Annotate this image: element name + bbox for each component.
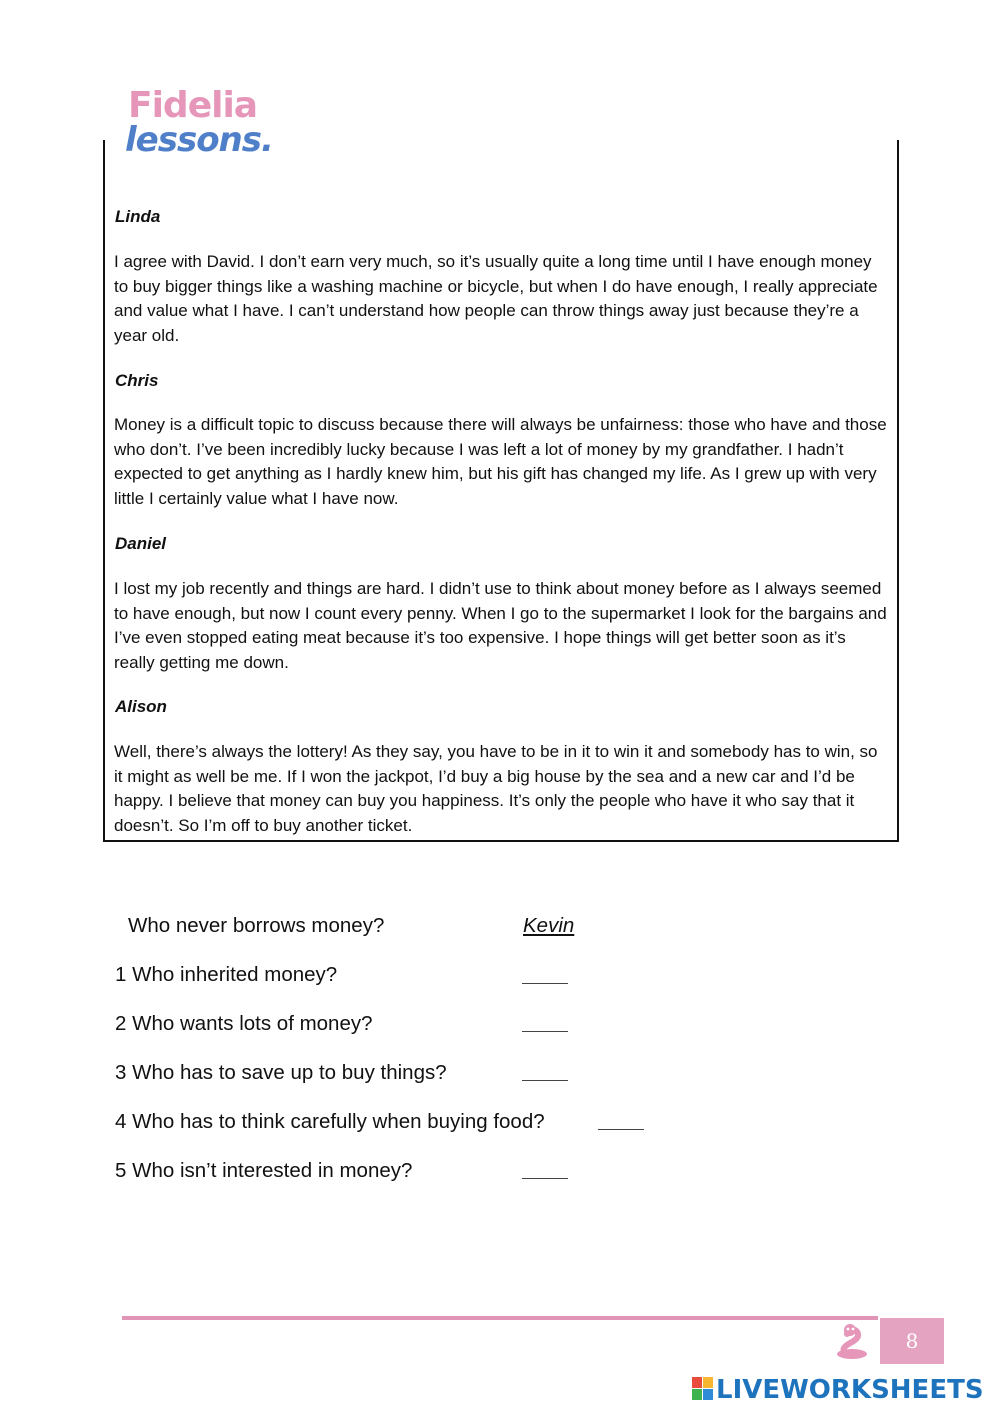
footer-divider [122, 1316, 878, 1320]
answer-blank-1[interactable] [522, 983, 568, 984]
snake-mascot-icon [834, 1320, 870, 1360]
speaker-name: Daniel [115, 534, 167, 553]
speaker-name: Alison [115, 697, 167, 716]
example-answer: Kevin [523, 914, 575, 937]
speaker-name: Linda [115, 207, 161, 226]
question-5: 5 Who isn’t interested in money? [115, 1159, 413, 1182]
logo-line-2: lessons. [125, 120, 273, 160]
speaker-text: I lost my job recently and things are hard. I didn’t use to think about money before as I always seemed to have enough, but now I count every penny. When I go to the supermarket I look for the bargains and I’ve even stopped eating meat because it’s too expensive. I hope things will get better soon as it’s really getting me down. [114, 579, 887, 672]
question-1: 1 Who inherited money? [115, 963, 338, 986]
answer-blank-2[interactable] [522, 1031, 568, 1032]
speaker-text: I agree with David. I don’t earn very much, so it’s usually quite a long time until I have enough money to buy bigger things like a washing machine or bicycle, but when I do have enough, I really appreciate and value what I have. I can’t understand how people can throw things away just because they’re a year old. [114, 252, 878, 345]
speaker-text: Well, there’s always the lottery! As they say, you have to be in it to win it and somebody has to win, so it might as well be me. If I won the jackpot, I’d buy a big house by the sea and a new car and I’d be happy. I believe that money can buy you happiness. It’s only the people who have it who say that it doesn’t. So I’m off to buy another ticket. [114, 742, 878, 835]
answer-blank-5[interactable] [522, 1178, 568, 1179]
question-4: 4 Who has to think carefully when buying food? [115, 1110, 545, 1133]
page-number: 8 [880, 1318, 944, 1364]
speaker-text: Money is a difficult topic to discuss because there will always be unfairness: those who have and those who don’t. I’ve been incredibly lucky because I was left a lot of money by my grandfather. I hadn’t expected to get anything as I hardly knew him, but his gift has changed my life. As I grew up with very little I certainly value what I have now. [114, 415, 887, 508]
question-3: 3 Who has to save up to buy things? [115, 1061, 447, 1084]
liveworksheets-badge-icon [692, 1377, 714, 1401]
logo-line-1: Fidelia [128, 85, 258, 126]
liveworksheets-wordmark: LIVEWORKSHEETS [716, 1375, 984, 1405]
speaker-name: Chris [115, 371, 159, 390]
example-question: Who never borrows money? [128, 914, 385, 937]
answer-blank-3[interactable] [522, 1080, 568, 1081]
answer-blank-4[interactable] [598, 1129, 644, 1130]
question-2: 2 Who wants lots of money? [115, 1012, 373, 1035]
